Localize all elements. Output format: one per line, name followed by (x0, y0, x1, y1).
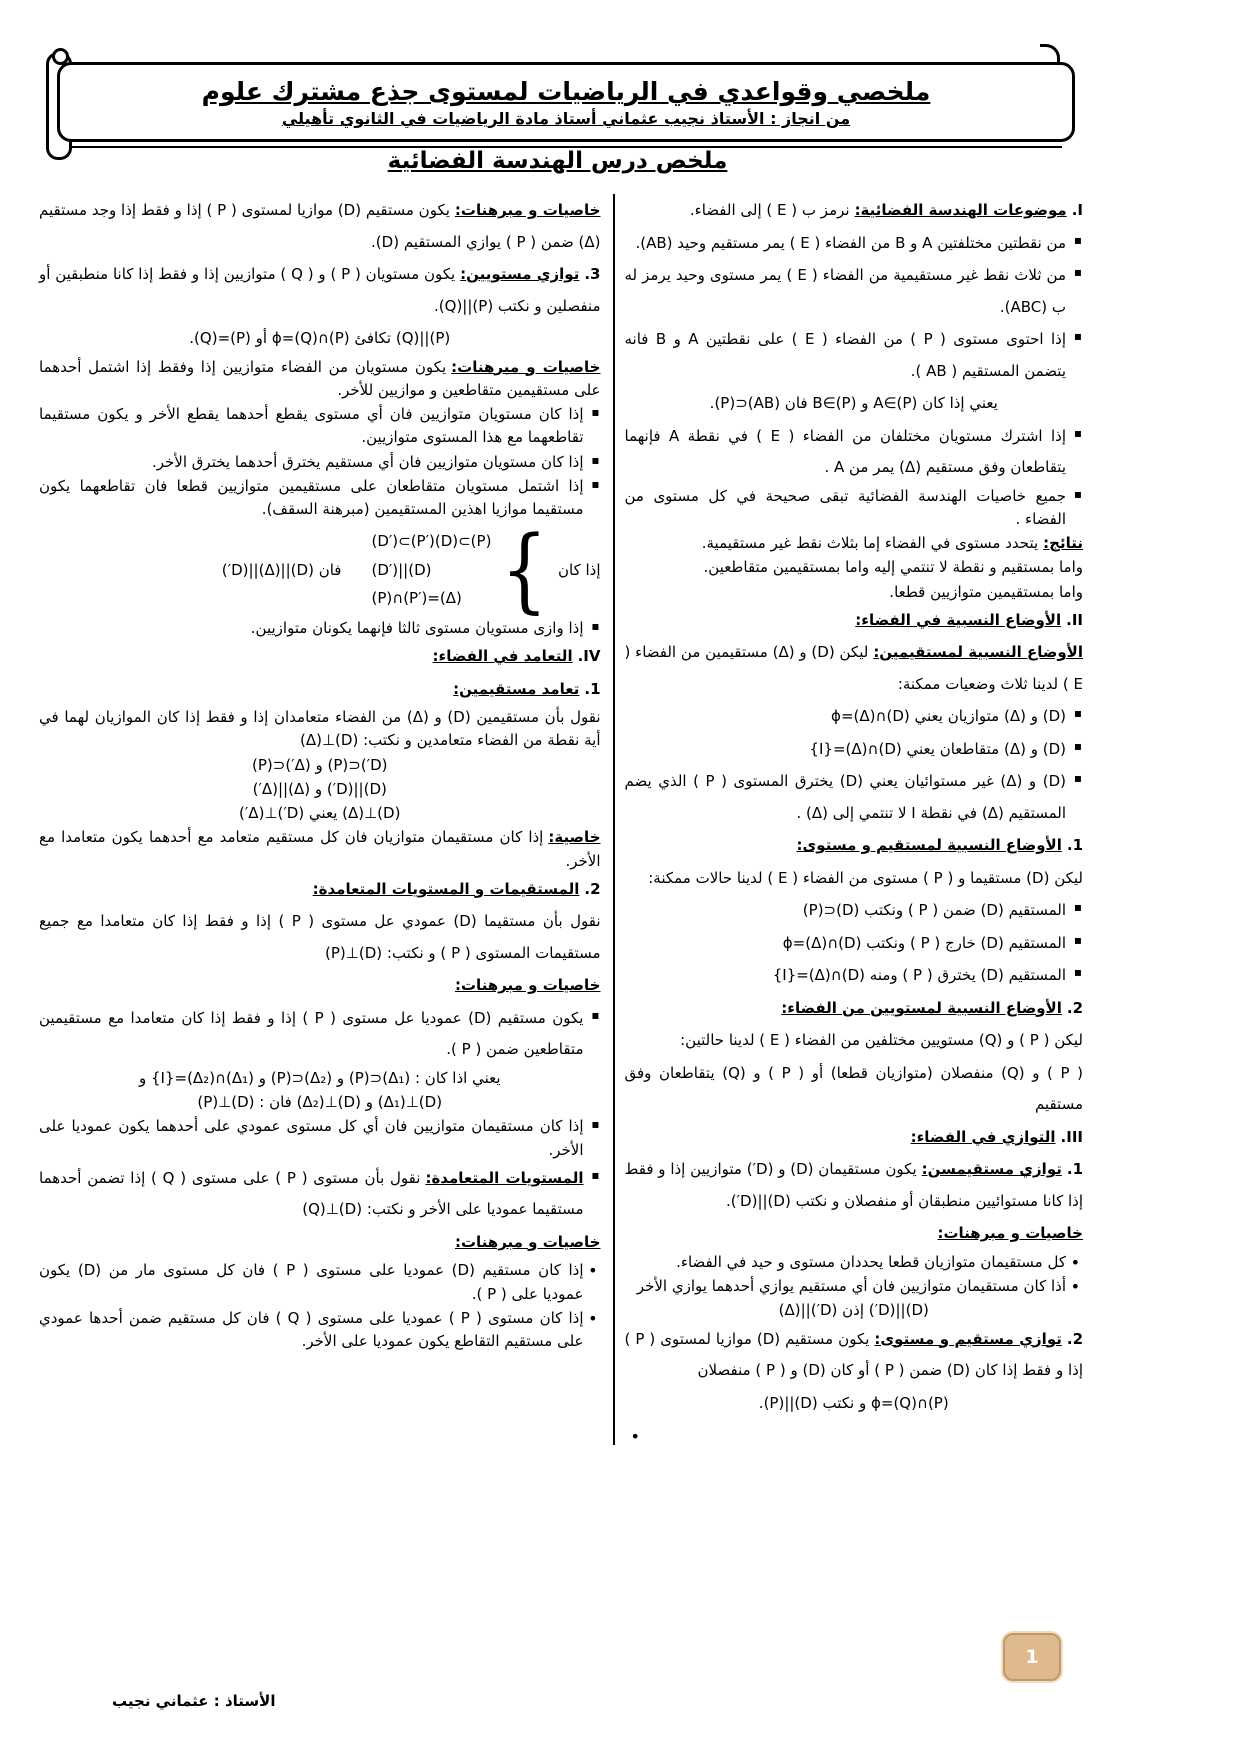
bullet-item (39, 617, 601, 640)
item-text: (D) و (Δ) متقاطعان يعني (D)∩(Δ)={I} (809, 739, 1066, 758)
item-text: (D)||(D′) إذن (D′)||(Δ) (778, 1301, 929, 1320)
subsection-heading (39, 674, 601, 706)
text-line (625, 1058, 1084, 1121)
item-text: نقول بأن مستقيما (D) عمودي عل مستوى ( P ) إذا و فقط إذا كان متعامدا مع جميع مستقيمات المستوى ( P ) و نكتب: (D)⊥(P) (39, 912, 601, 962)
results-note (625, 581, 1084, 604)
bullet-item (625, 1275, 1084, 1298)
item-text: (D)⊥(Δ) يعني (D′)⊥(Δ′) (239, 804, 401, 822)
subsection-number: 2. (584, 879, 601, 898)
stray-bullet (625, 1420, 1084, 1444)
note-label: نتائج: (1043, 534, 1083, 552)
equation-line: (D′)⊂(P′)(D)⊂(P) (371, 532, 492, 551)
page-number: 1 (1025, 1646, 1039, 1668)
bullet-item (625, 701, 1084, 733)
section-heading (39, 641, 601, 673)
equation-line: (D′)||(D) (371, 560, 432, 579)
item-text: (P)||(Q) تكافئ (P)∩(Q)=ϕ أو (P)=(Q). (189, 329, 451, 347)
item-text: يكون مستقيم (D) عموديا عل مستوى ( P ) إذا و فقط إذا كان متعامدا مع مستقيمين متقاطعين ضمن ( P ). (39, 1008, 584, 1059)
subsection-number: 1. (584, 679, 601, 698)
math-line (39, 1091, 601, 1114)
bullet-item (625, 1251, 1084, 1274)
properties-title: خاصيات و مبرهنات: (937, 1224, 1083, 1243)
equation-stack (371, 527, 491, 613)
subsection-heading (625, 830, 1084, 862)
bullet-item (39, 475, 601, 522)
results-note (625, 532, 1084, 555)
math-line (39, 802, 601, 825)
subsection-number: 1. (1066, 836, 1083, 855)
item-text: من ثلاث نقط غير مستقيمية من الفضاء ( E ) يمر مستوى وحيد يرمز له ب (ABC). (624, 266, 1066, 316)
two-column-layout (35, 194, 1085, 1445)
item-text: إذا اشتمل مستويان متقاطعان على مستقيمين متوازيين قطعا فان تقاطعهما يكون مستقيما موازيا اهذين المستقيمين (مبرهنة السقف). (39, 476, 584, 518)
item-text: المستقيم (D) خارج ( P ) ونكتب (D)∩(Δ)=ϕ (782, 933, 1066, 952)
subsection-title: الأوضاع النسبية لمستقيم و مستوى: (796, 836, 1062, 855)
lesson-title: ملخص درس الهندسة الفضائية (387, 148, 728, 174)
item-text: (P)∩(Q)=ϕ و نكتب (D)||(P). (758, 1393, 949, 1412)
bullet-item (625, 324, 1084, 387)
bullet-item (625, 734, 1084, 766)
bullet-item (39, 403, 601, 450)
properties-heading (39, 356, 601, 403)
item-text: إذا احتوى مستوى ( P ) من الفضاء ( E ) على نقطتين A و B فانه يتضمن المستقيم ( AB ). (624, 330, 1067, 380)
section-title: التوازي في الفضاء: (910, 1127, 1056, 1146)
item-text: (D)||(D′) و (Δ)||(Δ′) (252, 779, 387, 798)
section-number: III. (1060, 1127, 1083, 1146)
item-text: ليكن ( P ) و (Q) مستويين مختلفين من الفضاء ( E ) لدينا حالتين: (680, 1031, 1083, 1050)
subsection-number: 2. (1066, 998, 1083, 1017)
item-text: ليكن (D) مستقيما و ( P ) مستوى من الفضاء ( E ) لدينا حالات ممكنة: (648, 868, 1083, 887)
subsection-number: 1. (1066, 1160, 1083, 1179)
note-label: خاصية: (548, 828, 601, 847)
item-text: (D) و (Δ) متوازيان يعني (D)∩(Δ)=ϕ (831, 707, 1066, 726)
subsection-heading (625, 1324, 1084, 1387)
brace-result-text: فان (D)||(Δ)||(D′) (221, 561, 342, 579)
properties-title: خاصيات و مبرهنات: (454, 1232, 601, 1251)
subsection-title: المستقيمات و المستويات المتعامدة: (312, 879, 580, 898)
text-line (625, 1025, 1084, 1057)
bullet-item (625, 421, 1084, 484)
item-text: جميع خاصيات الهندسة الفضائية تبقى صحيحة في كل مستوى من الفضاء . (624, 486, 1066, 528)
properties-heading (39, 970, 601, 1002)
subsection-title: توازي مستقيمسن: (921, 1160, 1062, 1179)
bullet-item (625, 260, 1084, 323)
item-text: إذا كان مستويان متوازيين فان أي مستوى يقطع أحدهما يقطع الأخر و يكون مستقيما تقاطعهما مع هذا المستوى متوازيين. (39, 405, 584, 447)
bullet-item (625, 960, 1084, 992)
item-text: واما بمستقيمين متوازيين قطعا. (889, 582, 1083, 601)
text-line (625, 863, 1084, 895)
subsection-title: الأوضاع النسبية لمستويين من الفضاء: (781, 998, 1062, 1017)
bullet-item (39, 451, 601, 474)
properties-heading (39, 1227, 601, 1259)
item-text: إذا وازى مستويان مستوى ثالثا فإنهما يكونان متوازيين. (250, 618, 584, 637)
brace-intro-text: إذا كان (557, 561, 601, 579)
bullet-item (625, 928, 1084, 960)
section-number: II. (1066, 610, 1083, 629)
item-text: إذا كان مستقيمان متوازيين فان أي كل مستوى عمودي على أحدهما يكون عموديا على الأخر. (39, 1117, 584, 1159)
subsection-number: 3. (584, 265, 601, 283)
item-text: إذا اشترك مستويان مختلفان من الفضاء ( E ) في نقطة A فإنهما يتقاطعان وفق مستقيم (Δ) يمر من A . (624, 426, 1067, 476)
math-line (625, 388, 1084, 420)
section-text: نرمز ب ( E ) إلى الفضاء. (689, 201, 850, 219)
bullet-item (39, 1259, 601, 1306)
item-text: نقول بأن مستقيمين (D) و (Δ) من الفضاء متعامدان إذا و فقط إذا كان الموازيان لهما في أية نقطة من الفضاء متعامدين و نكتب: (D)⊥(Δ) (39, 708, 601, 750)
item-text: يكون مستقيم (D) موازيا لمستوى ( P ) إذا و فقط إذا وجد مستقيم (Δ) ضمن ( P ) يوازي المستقيم (D). (39, 201, 601, 251)
column-right (613, 194, 1086, 1445)
bullet-item (625, 895, 1084, 927)
subsection-title: توازي مستويين: (460, 265, 580, 283)
properties-heading (39, 195, 601, 258)
math-line (625, 1299, 1084, 1322)
footer-teacher-name: الأستاذ : عثماني نجيب (112, 1692, 276, 1710)
document-author-line: من انجاز : الأستاذ نجيب عثماني أستاذ مادة الرياضيات في الثانوي تأهيلي (281, 109, 851, 129)
item-text: يكون مستقيم (D) موازيا لمستوى ( P ) إذا و فقط إذا كان (D) ضمن ( P ) أو كان (D) و ( P ) منفصلان (624, 1329, 1083, 1379)
subsection-heading (39, 874, 601, 906)
item-text: (D′)⊂(P) و (Δ′)⊂(P) (252, 755, 388, 774)
subsection-heading (625, 1154, 1084, 1217)
document-title: ملخصي وقواعدي في الرياضيات لمستوى جذع مشترك علوم (201, 76, 931, 106)
math-line (39, 323, 601, 355)
header-banner (57, 62, 1075, 142)
column-left (35, 194, 613, 1445)
bullet-item (39, 1163, 601, 1226)
math-line (39, 778, 601, 801)
subsection-title: الأوضاع النسبية لمستقيمين: (873, 643, 1083, 662)
subsection-title: توازي مستقيم و مستوى: (874, 1329, 1062, 1348)
item-text: (D) و (Δ) غير مستوائيان يعني (D) يخترق المستوى ( P ) الذي يضم المستقيم (Δ) في نقطة I لا تنتمي إلى (Δ) . (624, 772, 1066, 822)
text-line (39, 906, 601, 969)
subsection-heading (625, 637, 1084, 700)
item-text: يكون مستقيمان (D) و (D′) متوازيين إذا و فقط إذا كانا مستوائيين منطبقان أو منفصلان و نكتب (D)||(D′). (624, 1160, 1083, 1210)
properties-title: خاصيات و مبرهنات: (454, 976, 601, 995)
section-heading (625, 605, 1084, 637)
curly-brace-icon (495, 529, 554, 612)
math-line (625, 1388, 1084, 1420)
item-text: ليكن (D) و (Δ) مستقيمين من الفضاء ( E ) لدينا ثلاث وضعيات ممكنة: (624, 643, 1083, 693)
subsection-title: تعامد مستقيمين: (453, 679, 580, 698)
item-text: يعني اذا كان : (Δ₁)⊂(P) و (Δ₂)⊂(P) و (Δ₁)∩(Δ₂)={I} و (138, 1068, 501, 1087)
section-number: I. (1071, 201, 1083, 219)
bullet-item (39, 1003, 601, 1066)
bullet-item (625, 485, 1084, 532)
bullet-item (625, 766, 1084, 829)
bullet-item (39, 1115, 601, 1162)
section-title: موضوعات الهندسة الفضائية: (854, 201, 1067, 219)
item-text: (D)⊥(Δ₁) و (D)⊥(Δ₂) فان : (D)⊥(P) (197, 1093, 443, 1111)
properties-title: خاصيات و مبرهنات: (451, 357, 601, 376)
section-number: IV. (577, 647, 601, 665)
item-text: المستقيم (D) ضمن ( P ) ونكتب (D)⊂(P) (802, 901, 1066, 920)
item-text: واما بمستقيم و نقطة لا تنتمي إليه واما بمستقيمين متقاطعين. (703, 558, 1083, 577)
section-title: التعامد في الفضاء: (432, 647, 573, 665)
section-heading (625, 195, 1084, 227)
item-text: ( P ) و (Q) منفصلان (متوازيان قطعا) أو ( P ) و (Q) يتقاطعان وفق مستقيم (624, 1063, 1083, 1114)
property-note (39, 826, 601, 873)
item-text: يكون مستويان من الفضاء متوازيين إذا وفقط إذا اشتمل أحدهما على مستقيمين متقاطعين و موازيين للأخر. (39, 357, 601, 399)
theorem-roof-block (39, 527, 601, 613)
bullet-item (625, 228, 1084, 260)
text-line (39, 706, 601, 753)
item-text: كل مستقيمان متوازيان قطعا يحددان مستوى و حيد في الفضاء. (676, 1252, 1066, 1271)
corner-curl-icon (1040, 44, 1060, 63)
properties-heading (625, 1218, 1084, 1250)
math-line (39, 754, 601, 777)
results-note (625, 556, 1084, 579)
item-text: يتحدد مستوى في الفضاء إما بثلاث نقط غير مستقيمية. (701, 534, 1039, 552)
equation-line: (P)∩(P′)=(Δ) (371, 589, 462, 608)
item-text: يعني إذا كان A∈(P) و B∈(P) فان (AB)⊂(P). (709, 394, 998, 412)
inline-heading: المستويات المتعامدة: (425, 1168, 584, 1187)
item-text: إذا كان مستويان متوازيين فان أي مستقيم يخترق أحدهما يخترق الأخر. (151, 452, 584, 471)
item-text: يكون مستويان ( P ) و ( Q ) متوازيين إذا و فقط إذا كانا منطبقين أو منفصلين و نكتب (P)||(Q). (39, 265, 601, 315)
item-text: إذا كان مستقيم (D) عموديا على مستوى ( P ) فان كل مستوى مار من (D) يكون عموديا على ( P ). (39, 1261, 584, 1303)
subsection-number: 2. (1066, 1329, 1084, 1348)
subsection-heading (625, 993, 1084, 1025)
properties-title: خاصيات و مبرهنات: (454, 201, 601, 219)
page-number-badge (1003, 1633, 1061, 1681)
item-text: إذا كان مستوى ( P ) عموديا على مستوى ( Q ) فان كل مستقيم ضمن أحدها عمودي على مستقيم التقاطع يكون عموديا على الأخر. (39, 1308, 584, 1350)
item-text: من نقطتين مختلفتين A و B من الفضاء ( E ) يمر مستقيم وحيد (AB). (635, 233, 1066, 252)
item-text: إذا كان مستقيمان متوازيان فان كل مستقيم متعامد مع أحدهما يكون متعامدا مع الأخر. (39, 828, 601, 870)
item-text: نقول بأن مستوى ( P ) على مستوى ( Q ) إذا تضمن أحدهما مستقيما عموديا على الأخر و نكتب: (D)⊥(Q) (39, 1168, 584, 1219)
bullet-item (39, 1307, 601, 1354)
subsection-heading (39, 259, 601, 322)
math-line (39, 1067, 601, 1090)
section-title: الأوضاع النسبية في الفضاء: (855, 610, 1062, 629)
item-text: أذا كان مستقيمان متوازيين فان أي مستقيم يوازي أحدهما يوازي الأخر (636, 1277, 1066, 1295)
section-heading (625, 1122, 1084, 1154)
item-text: المستقيم (D) يخترق ( P ) ومنه (D)∩(Δ)={I} (772, 966, 1066, 985)
